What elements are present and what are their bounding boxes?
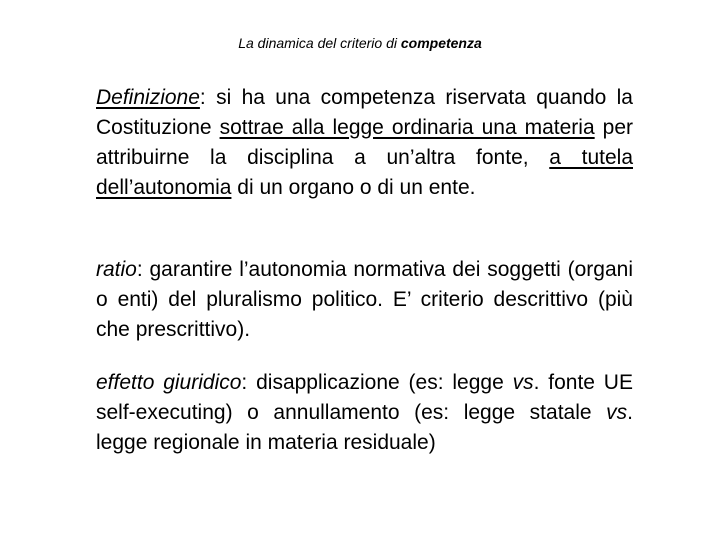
definition-underlined-2: a tutela dell’autonomia (96, 146, 633, 199)
definition-text-3: di un organo o di un ente. (231, 176, 476, 199)
ratio-term: ratio (96, 258, 137, 281)
slide-title-text: La dinamica del criterio di (238, 35, 401, 51)
effect-term: effetto giuridico (96, 371, 242, 394)
effect-text-3: . legge regionale in materia residuale) (96, 401, 633, 454)
effect-vs-2: vs (606, 401, 628, 424)
slide-title-emphasis: competenza (400, 35, 482, 51)
definition-term: Definizione (96, 86, 200, 109)
slide-title (0, 33, 720, 53)
effect-paragraph (96, 368, 633, 458)
definition-text-2: per attribuirne la disciplina a un’altra fonte, (96, 116, 634, 169)
effect-text-2: . fonte UE self-executing) o annullamento (es: legge statale (96, 371, 633, 424)
definition-paragraph (96, 83, 633, 203)
ratio-paragraph (96, 255, 633, 345)
definition-text-1: : si ha una competenza riservata quando la Costituzione (96, 86, 633, 139)
ratio-text: : garantire l’autonomia normativa dei soggetti (organi o enti) del pluralismo politico. E’ criterio descrittivo (più che prescrittivo). (96, 258, 633, 341)
effect-text-1: : disapplicazione (es: legge (241, 371, 513, 394)
effect-vs-1: vs (512, 371, 534, 394)
definition-underlined-1: sottrae alla legge ordinaria una materia (219, 116, 595, 139)
